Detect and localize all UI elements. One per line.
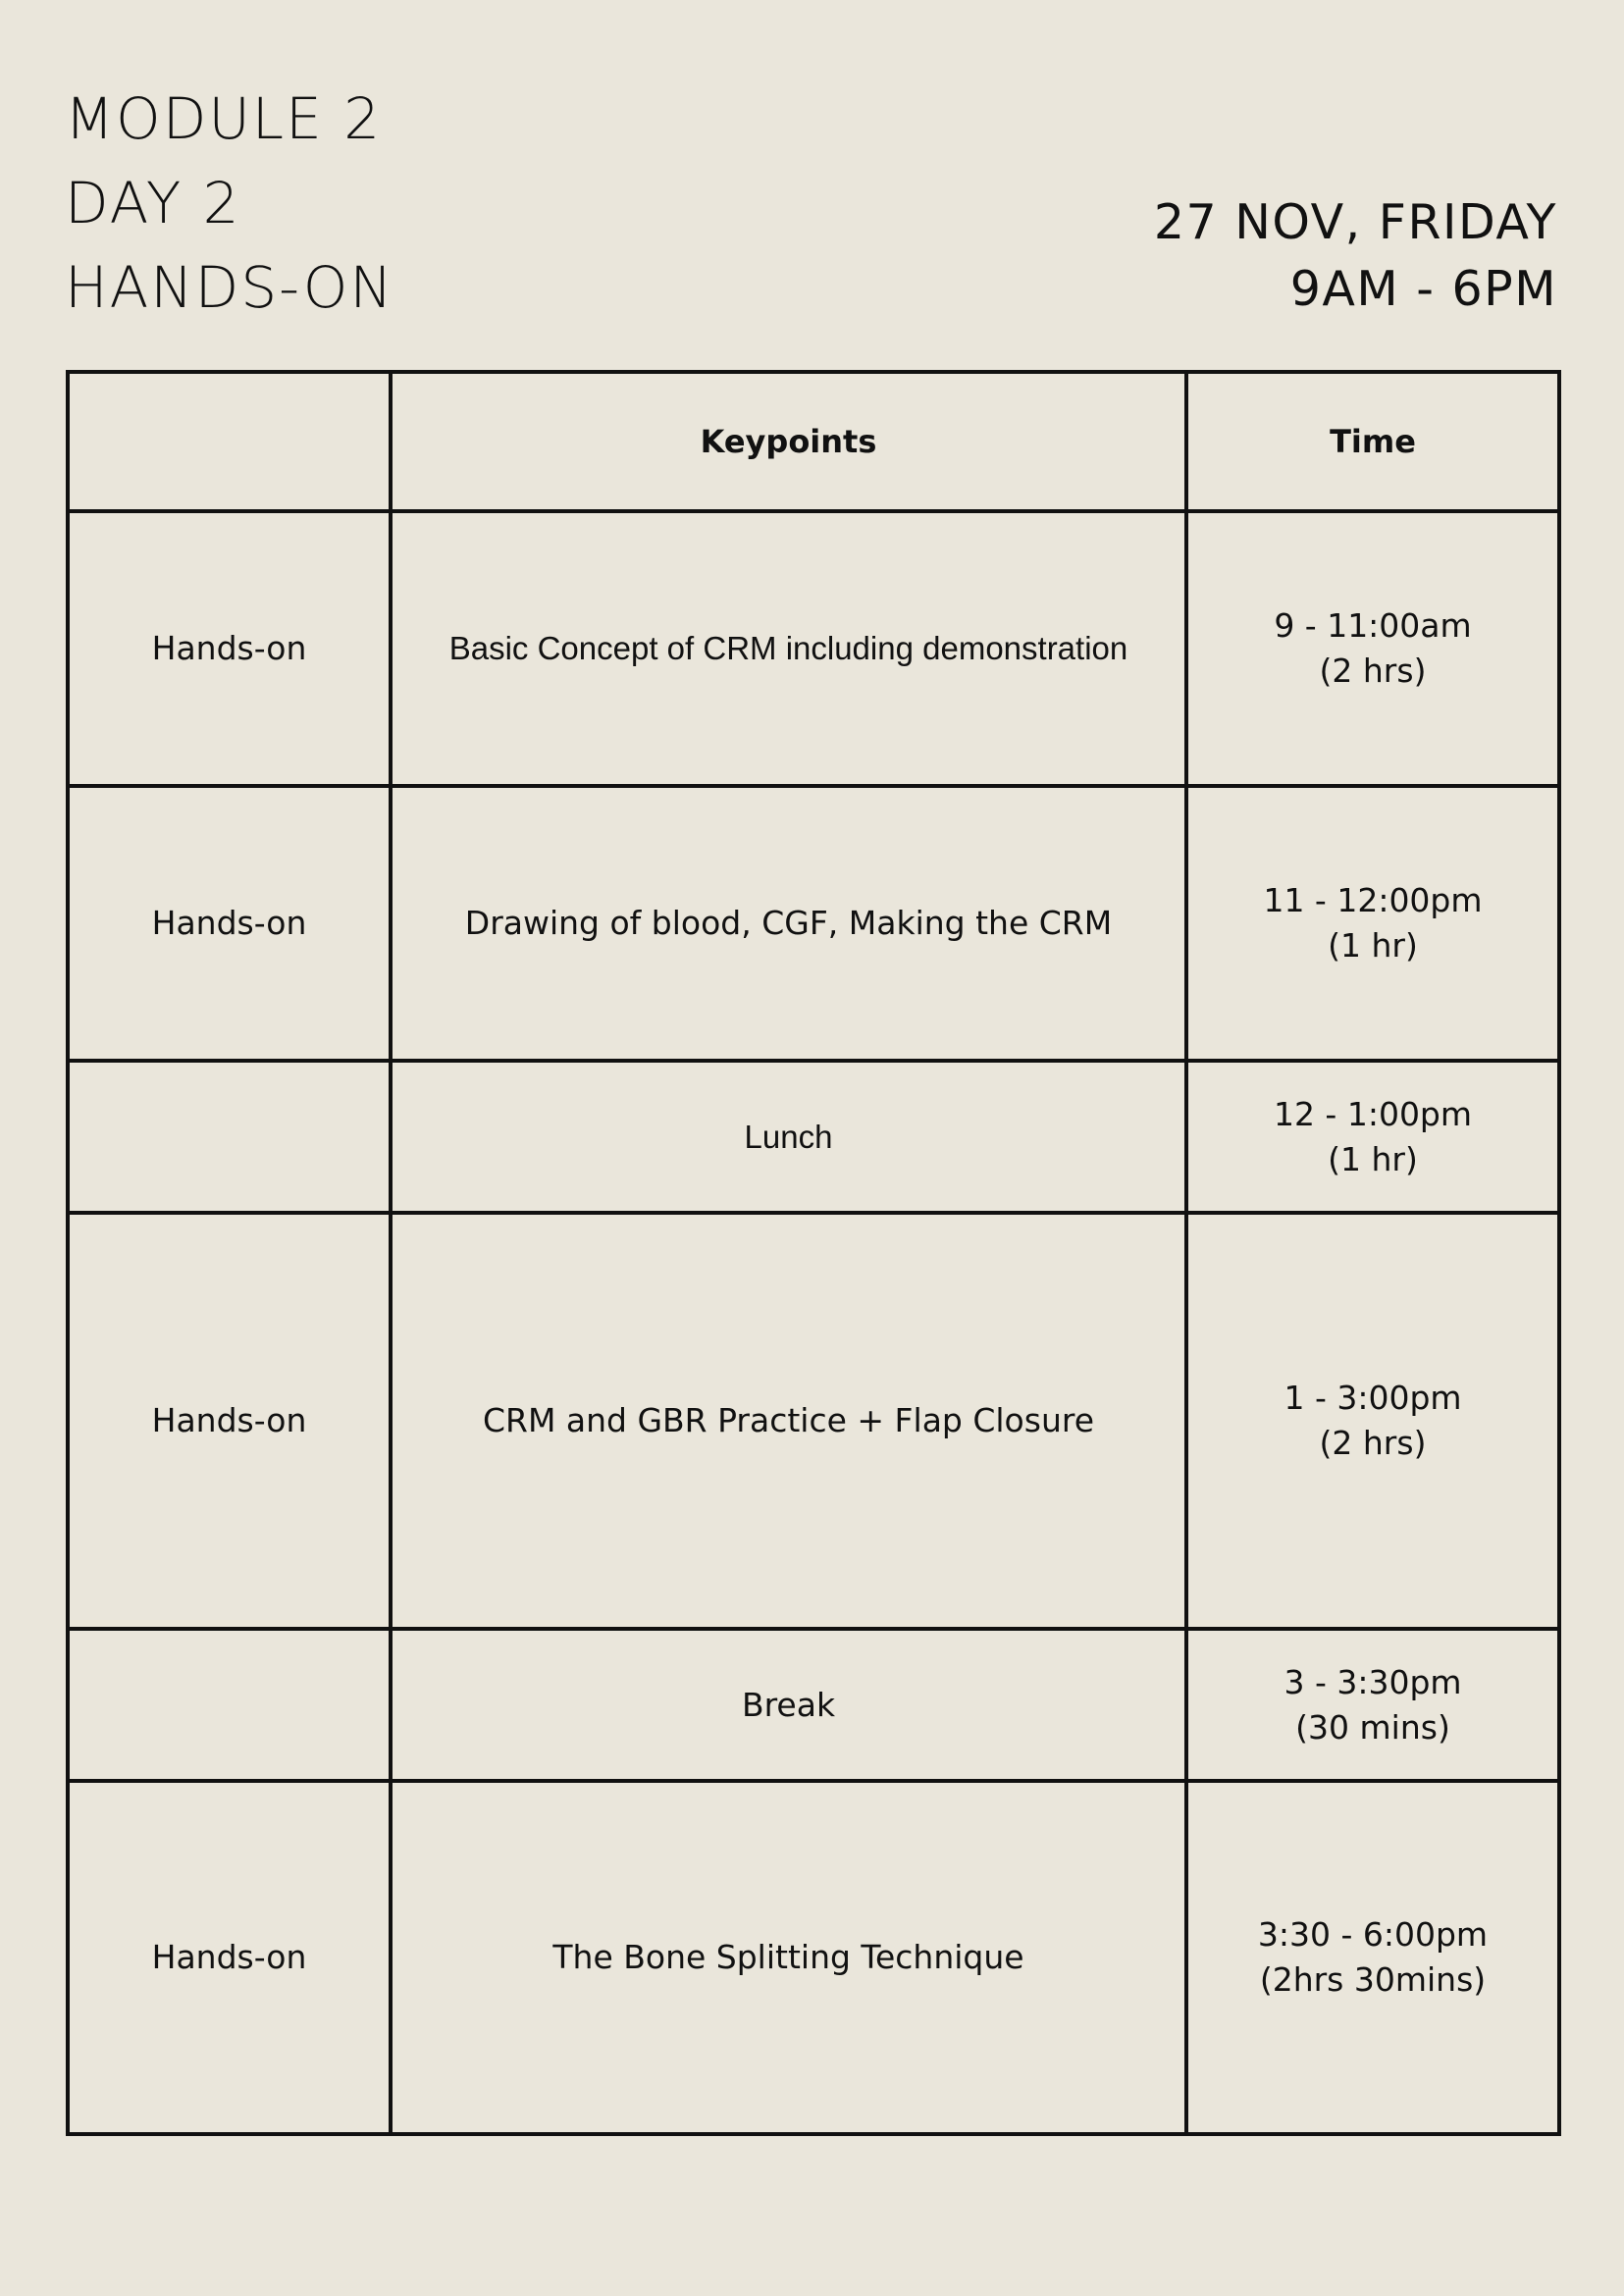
row-keypoint: Drawing of blood, CGF, Making the CRM bbox=[391, 786, 1186, 1061]
row-duration: (2hrs 30mins) bbox=[1259, 1960, 1487, 1999]
table-header-row bbox=[68, 372, 1559, 511]
table-row bbox=[68, 786, 1559, 1061]
row-keypoint: Basic Concept of CRM including demonstration bbox=[391, 511, 1186, 786]
row-time: 12 - 1:00pm bbox=[1273, 1094, 1473, 1133]
row-type bbox=[68, 1629, 391, 1781]
row-type: Hands-on bbox=[68, 511, 391, 786]
row-time-cell bbox=[1186, 786, 1559, 1061]
row-duration: (1 hr) bbox=[1328, 926, 1418, 965]
row-keypoint: The Bone Splitting Technique bbox=[391, 1781, 1186, 2134]
row-duration: (30 mins) bbox=[1295, 1707, 1450, 1747]
table-row bbox=[68, 1061, 1559, 1213]
row-time: 3 - 3:30pm bbox=[1283, 1662, 1462, 1701]
row-duration: (2 hrs) bbox=[1319, 652, 1427, 690]
row-type bbox=[68, 1061, 391, 1213]
title-module: MODULE 2 bbox=[65, 85, 383, 152]
row-keypoint: CRM and GBR Practice + Flap Closure bbox=[391, 1213, 1186, 1629]
row-type: Hands-on bbox=[68, 1213, 391, 1629]
title-day: DAY 2 bbox=[65, 170, 241, 236]
date-time-block bbox=[1154, 189, 1557, 323]
header-type bbox=[68, 372, 391, 511]
row-type: Hands-on bbox=[68, 1781, 391, 2134]
table-row bbox=[68, 1629, 1559, 1781]
row-time-cell bbox=[1186, 1213, 1559, 1629]
row-time-cell bbox=[1186, 1629, 1559, 1781]
row-type: Hands-on bbox=[68, 786, 391, 1061]
row-time: 9 - 11:00am bbox=[1274, 606, 1472, 645]
date-label: 27 NOV, FRIDAY bbox=[1153, 194, 1557, 250]
row-time-cell bbox=[1186, 1781, 1559, 2134]
row-time: 11 - 12:00pm bbox=[1263, 881, 1483, 919]
row-time-cell bbox=[1186, 511, 1559, 786]
title-session: HANDS-ON bbox=[65, 254, 394, 321]
row-duration: (2 hrs) bbox=[1319, 1424, 1427, 1462]
row-time: 3:30 - 6:00pm bbox=[1257, 1915, 1489, 1954]
header-time: Time bbox=[1186, 372, 1559, 511]
table-row bbox=[68, 511, 1559, 786]
row-time: 1 - 3:00pm bbox=[1283, 1379, 1462, 1417]
row-time-cell bbox=[1186, 1061, 1559, 1213]
schedule-table bbox=[66, 370, 1561, 2136]
table-row bbox=[68, 1213, 1559, 1629]
row-duration: (1 hr) bbox=[1328, 1139, 1418, 1178]
row-keypoint: Lunch bbox=[391, 1061, 1186, 1213]
header-keypoints: Keypoints bbox=[391, 372, 1186, 511]
table-row bbox=[68, 1781, 1559, 2134]
row-keypoint: Break bbox=[391, 1629, 1186, 1781]
module-title bbox=[65, 77, 394, 330]
hours-label: 9AM - 6PM bbox=[1289, 261, 1557, 317]
